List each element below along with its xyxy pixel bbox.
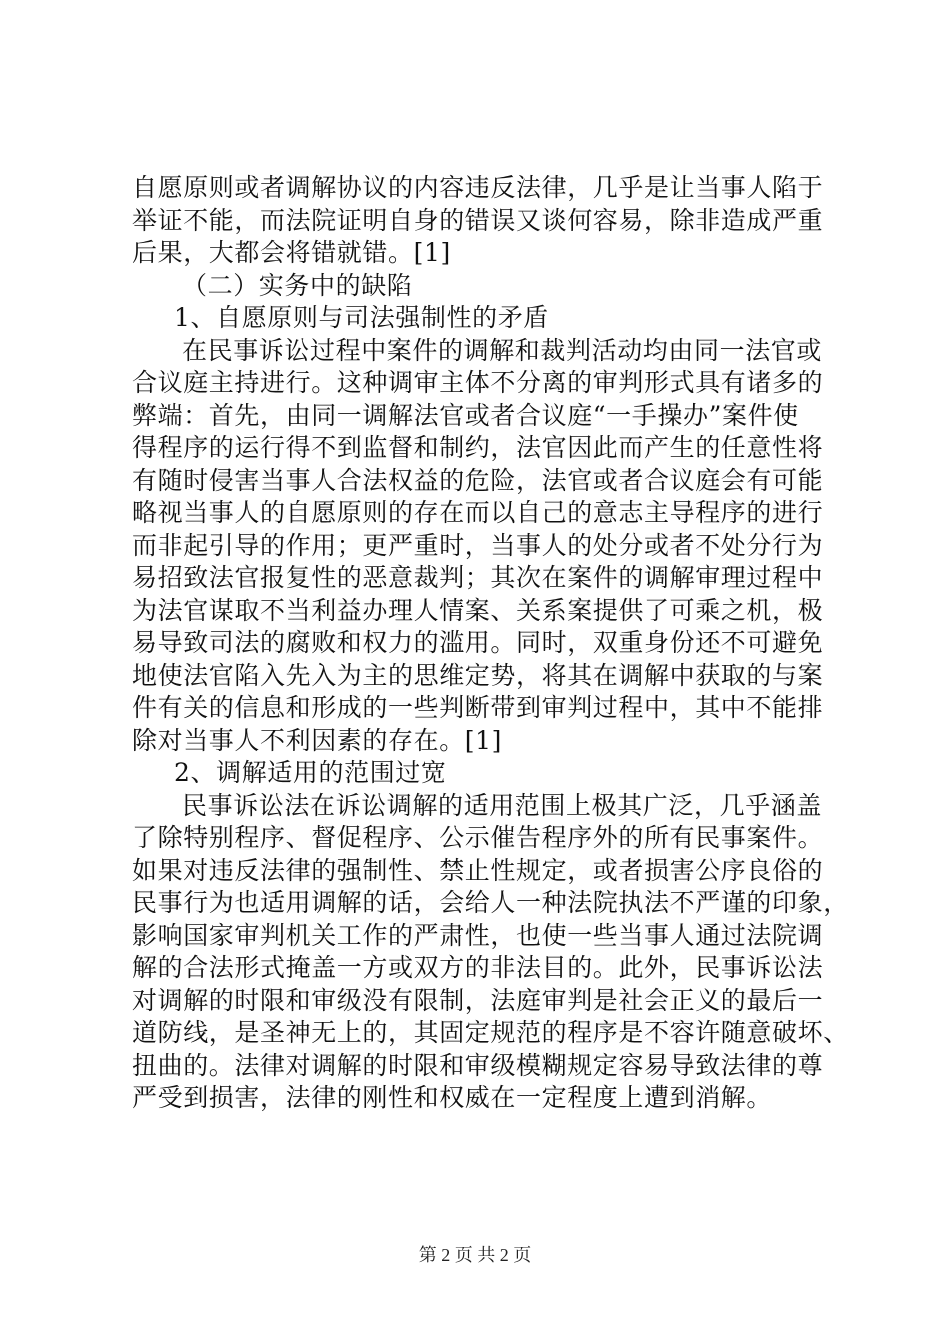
text-line: 为法官谋取不当利益办理人情案、关系案提供了可乘之机，极 bbox=[132, 595, 824, 625]
text-line: 举证不能，而法院证明自身的错误又谈何容易，除非造成严重 bbox=[132, 205, 824, 235]
text-line: 道防线，是圣神无上的，其固定规范的程序是不容许随意破坏、 bbox=[132, 1018, 849, 1047]
text-line: 易导致司法的腐败和权力的滥用。同时，双重身份还不可避免 bbox=[132, 628, 824, 657]
text-line: 扭曲的。法律对调解的时限和审级模糊规定容易导致法律的尊 bbox=[132, 1050, 824, 1080]
subsection-heading: 1、自愿原则与司法强制性的矛盾 bbox=[174, 303, 549, 332]
document-body bbox=[132, 172, 849, 1115]
text-line: 除对当事人不利因素的存在。[1] bbox=[132, 725, 503, 755]
text-line: 了除特别程序、督促程序、公示催告程序外的所有民事案件。 bbox=[132, 823, 824, 852]
section-heading: （二）实务中的缺陷 bbox=[182, 270, 413, 300]
text-line: 件有关的信息和形成的一些判断带到审判过程中，其中不能排 bbox=[132, 693, 824, 722]
text-line: 略视当事人的自愿原则的存在而以自己的意志主导程序的进行 bbox=[132, 498, 824, 527]
text-line: 民事行为也适用调解的话，会给人一种法院执法不严谨的印象， bbox=[132, 888, 849, 917]
subsection-heading: 2、调解适用的范围过宽 bbox=[174, 758, 447, 787]
text-line: 弊端：首先，由同一调解法官或者合议庭“一手操办”案件使 bbox=[132, 400, 799, 430]
text-line: 易招致法官报复性的恶意裁判；其次在案件的调解审理过程中 bbox=[132, 563, 824, 592]
text-line: 得程序的运行得不到监督和制约，法官因此而产生的任意性将 bbox=[132, 433, 824, 462]
text-line: 自愿原则或者调解协议的内容违反法律，几乎是让当事人陷于 bbox=[132, 173, 824, 202]
text-line: 解的合法形式掩盖一方或双方的非法目的。此外，民事诉讼法 bbox=[132, 953, 824, 982]
text-line: 合议庭主持进行。这种调审主体不分离的审判形式具有诸多的 bbox=[132, 368, 824, 397]
page-number-footer: 第 2 页 共 2 页 bbox=[418, 1245, 532, 1265]
text-line: 而非起引导的作用；更严重时，当事人的处分或者不处分行为 bbox=[132, 530, 824, 560]
text-line: 在民事诉讼过程中案件的调解和裁判活动均由同一法官或 bbox=[182, 335, 823, 365]
text-line: 影响国家审判机关工作的严肃性，也使一些当事人通过法院调 bbox=[132, 920, 824, 950]
text-line: 对调解的时限和审级没有限制，法庭审判是社会正义的最后一 bbox=[132, 985, 824, 1015]
text-line: 严受到损害，法律的刚性和权威在一定程度上遭到消解。 bbox=[132, 1083, 773, 1112]
text-line: 地使法官陷入先入为主的思维定势，将其在调解中获取的与案 bbox=[132, 660, 824, 690]
text-line: 后果，大都会将错就错。[1] bbox=[132, 238, 451, 267]
text-line: 民事诉讼法在诉讼调解的适用范围上极其广泛，几乎涵盖 bbox=[182, 790, 823, 820]
text-line: 如果对违反法律的强制性、禁止性规定，或者损害公序良俗的 bbox=[132, 855, 824, 885]
text-line: 有随时侵害当事人合法权益的危险，法官或者合议庭会有可能 bbox=[132, 465, 824, 495]
